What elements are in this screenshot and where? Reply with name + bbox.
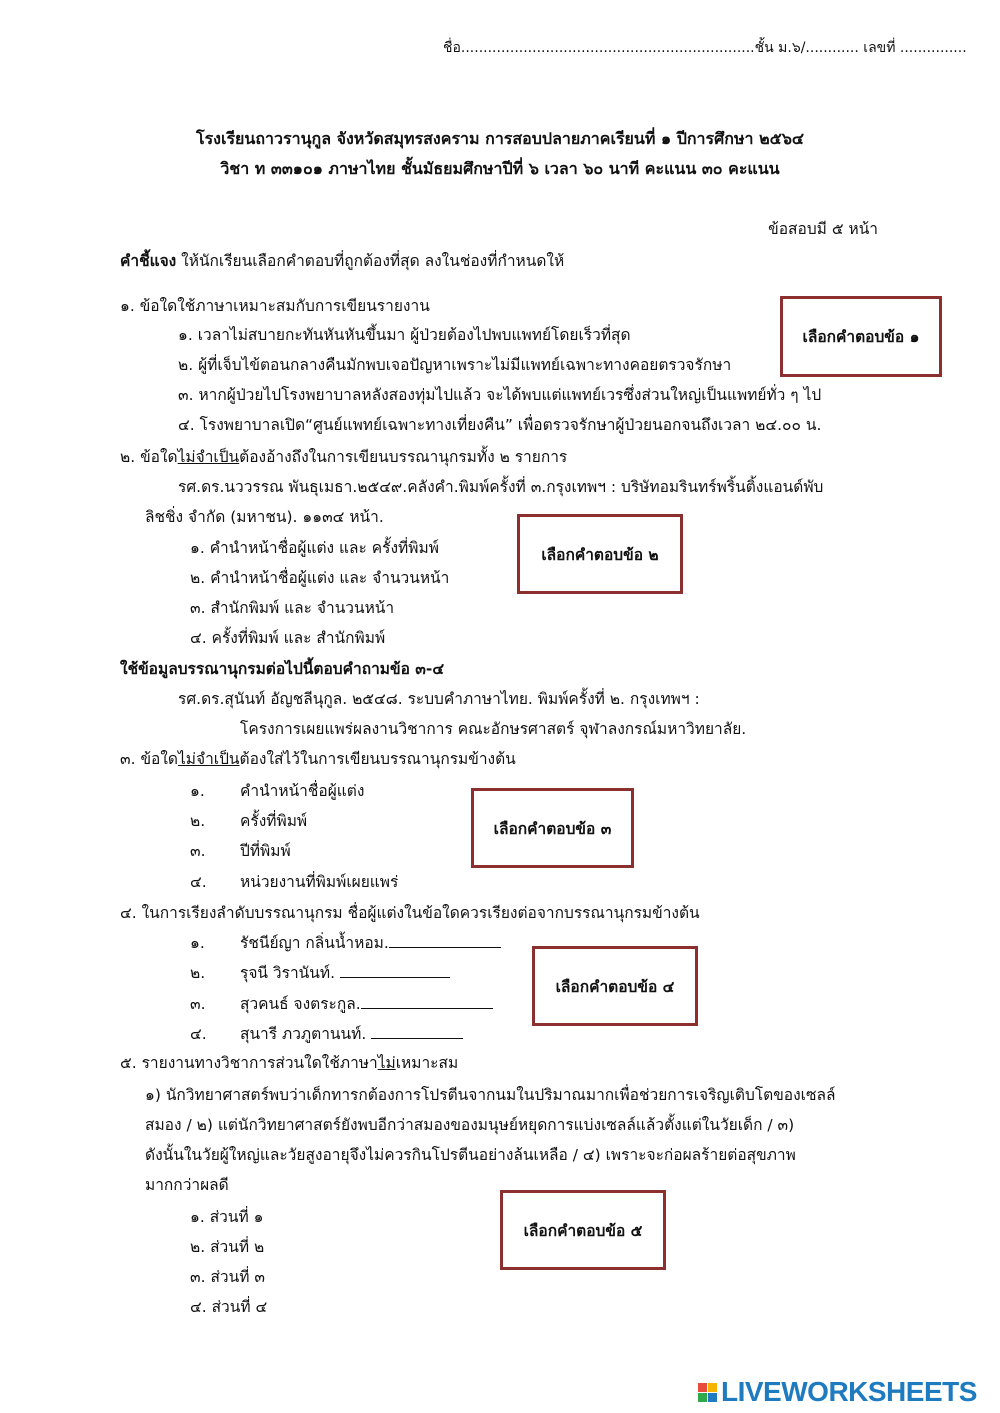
q4-option-4-blank	[371, 1023, 463, 1039]
q5-option-1: ๑. ส่วนที่ ๑	[190, 1208, 264, 1226]
liveworksheets-logo-icon	[698, 1383, 717, 1402]
question-4: ๔. ในการเรียงลำดับบรรณานุกรม ชื่อผู้แต่งในข้อใดควรเรียงต่อจากบรรณานุกรมข้างต้น	[120, 904, 700, 922]
q3-option-3-number: ๓.	[190, 842, 206, 860]
q5-passage-line-1: ๑) นักวิทยาศาสตร์พบว่าเด็กทารกต้องการโปรตีนจากนมในปริมาณมากเพื่อช่วยการเจริญเติบโตของเซลล์	[145, 1086, 836, 1104]
q4-option-3-blank	[361, 993, 493, 1009]
logo-square-red	[698, 1383, 707, 1392]
answer-box-q4[interactable]: เลือกคำตอบข้อ ๔	[532, 946, 698, 1026]
q5-text-pre: ๕. รายงานทางวิชาการส่วนใดใช้ภาษา	[120, 1054, 378, 1072]
question-2	[120, 446, 567, 468]
q5-option-2: ๒. ส่วนที่ ๒	[190, 1238, 265, 1256]
instruction-label: คำชี้แจง	[120, 252, 177, 270]
q3-text-post: ต้องใส่ไว้ในการเขียนบรรณานุกรมข้างต้น	[239, 750, 516, 768]
q4-option-1-number: ๑.	[190, 934, 205, 952]
q5-passage-line-4: มากกว่าผลดี	[145, 1176, 229, 1194]
student-info-line: ชื่อ..................................................................ชั้น ม.๖/............ เลขที่ ...............	[443, 40, 967, 56]
answer-box-q2[interactable]: เลือกคำตอบข้อ ๒	[517, 514, 683, 594]
q3-option-2-number: ๒.	[190, 812, 206, 830]
q3-option-1-text: คำนำหน้าชื่อผู้แต่ง	[240, 782, 365, 800]
q1-option-4: ๔. โรงพยาบาลเปิด“ศูนย์แพทย์เฉพาะทางเที่ยงคืน” เพื่อตรวจรักษาผู้ป่วยนอกจนถึงเวลา ๒๔.๐๐ น.	[178, 416, 822, 434]
question-5	[120, 1052, 458, 1074]
q5-passage-line-2: สมอง / ๒) แต่นักวิทยาศาสตร์ยังพบอีกว่าสมองของมนุษย์หยุดการแบ่งเซลล์แล้วตั้งแต่ในวัยเด็ก / ๓)	[145, 1116, 795, 1134]
liveworksheets-logo-text: LIVEWORKSHEETS	[721, 1376, 977, 1407]
q4-option-1	[240, 932, 501, 954]
q5-passage-line-3: ดังนั้นในวัยผู้ใหญ่และวัยสูงอายุจึงไม่ควรกินโปรตีนอย่างล้นเหลือ / ๔) เพราะจะก่อผลร้ายต่อสุขภาพ	[145, 1146, 796, 1164]
q4-option-4	[240, 1023, 463, 1045]
section-3-4-heading: ใช้ข้อมูลบรรณานุกรมต่อไปนี้ตอบคำถามข้อ ๓-๔	[120, 660, 445, 678]
q3-option-4-number: ๔.	[190, 873, 207, 891]
q1-option-3: ๓. หากผู้ป่วยไปโรงพยาบาลหลังสองทุ่มไปแล้ว จะได้พบแต่แพทย์เวรซึ่งส่วนใหญ่เป็นแพทย์ทั่ว ๆ ไป	[178, 386, 822, 404]
logo-square-green	[698, 1393, 707, 1402]
q4-option-4-text: สุนารี ภวภูตานนท์.	[240, 1025, 372, 1043]
q4-option-4-number: ๔.	[190, 1025, 207, 1043]
q4-option-1-text: รัชนีย์ญา กลิ่นน้ำหอม.	[240, 934, 389, 952]
q4-option-2	[240, 962, 450, 984]
q2-option-4: ๔. ครั้งที่พิมพ์ และ สำนักพิมพ์	[190, 629, 386, 647]
q5-text-underlined: ไม่	[377, 1054, 396, 1072]
liveworksheets-logo	[698, 1377, 977, 1407]
q3-option-2-text: ครั้งที่พิมพ์	[240, 812, 308, 830]
q4-option-3	[240, 993, 493, 1015]
q4-option-2-text: รุจนี วิรานันท์.	[240, 964, 340, 982]
answer-box-q3[interactable]: เลือกคำตอบข้อ ๓	[471, 788, 634, 868]
q4-option-1-blank	[389, 932, 501, 948]
question-1: ๑. ข้อใดใช้ภาษาเหมาะสมกับการเขียนรายงาน	[120, 297, 430, 315]
q2-text-pre: ๒. ข้อใด	[120, 448, 178, 466]
q2-reference-line-2: ลิชชิ่ง จำกัด (มหาชน). ๑๑๓๔ หน้า.	[145, 508, 384, 526]
q1-option-1: ๑. เวลาไม่สบายกะทันหันหันขึ้นมา ผู้ป่วยต้องไปพบแพทย์โดยเร็วที่สุด	[178, 326, 631, 344]
q2-text-post: ต้องอ้างถึงในการเขียนบรรณานุกรมทั้ง ๒ รายการ	[239, 448, 568, 466]
q2-option-3: ๓. สำนักพิมพ์ และ จำนวนหน้า	[190, 599, 395, 617]
q3-option-3-text: ปีที่พิมพ์	[240, 842, 291, 860]
answer-box-q1[interactable]: เลือกคำตอบข้อ ๑	[780, 296, 942, 377]
logo-square-blue	[708, 1393, 717, 1402]
q3-option-1-number: ๑.	[190, 782, 205, 800]
q4-option-3-number: ๓.	[190, 995, 206, 1013]
exam-title-line-2: วิชา ท ๓๓๑๐๑ ภาษาไทย ชั้นมัธยมศึกษาปีที่ ๖ เวลา ๖๐ นาที คะแนน ๓๐ คะแนน	[220, 159, 780, 178]
q2-option-1: ๑. คำนำหน้าชื่อผู้แต่ง และ ครั้งที่พิมพ์	[190, 539, 439, 557]
q1-option-2: ๒. ผู้ที่เจ็บไข้ตอนกลางคืนมักพบเจอปัญหาเพราะไม่มีแพทย์เฉพาะทางคอยตรวจรักษา	[178, 356, 732, 374]
q2-reference-line-1: รศ.ดร.นววรรณ พันธุเมธา.๒๕๔๙.คลังคำ.พิมพ์ครั้งที่ ๓.กรุงเทพฯ : บริษัทอมรินทร์พริ้นติ้งแอนด์พับ	[178, 478, 824, 496]
q3-option-4-text: หน่วยงานที่พิมพ์เผยแพร่	[240, 873, 399, 891]
q4-option-3-text: สุวคนธ์ จงตระกูล.	[240, 995, 361, 1013]
q5-text-post: เหมาะสม	[395, 1054, 459, 1072]
q2-option-2: ๒. คำนำหน้าชื่อผู้แต่ง และ จำนวนหน้า	[190, 569, 450, 587]
q4-option-2-blank	[340, 962, 450, 978]
exam-title-line-1: โรงเรียนถาวรานุกูล จังหวัดสมุทรสงคราม การสอบปลายภาคเรียนที่ ๑ ปีการศึกษา ๒๕๖๔	[195, 129, 804, 148]
section-reference-line-1: รศ.ดร.สุนันท์ อัญชลีนุกูล. ๒๕๔๘. ระบบคำภาษาไทย. พิมพ์ครั้งที่ ๒. กรุงเทพฯ :	[178, 690, 700, 708]
instruction-text: ให้นักเรียนเลือกคำตอบที่ถูกต้องที่สุด ลงในช่องที่กำหนดให้	[176, 252, 565, 270]
section-reference-line-2: โครงการเผยแพร่ผลงานวิชาการ คณะอักษรศาสตร์ จุฬาลงกรณ์มหาวิทยาลัย.	[240, 720, 747, 738]
q3-text-pre: ๓. ข้อใด	[120, 750, 178, 768]
q3-text-underlined: ไม่จำเป็น	[178, 750, 240, 768]
q5-option-3: ๓. ส่วนที่ ๓	[190, 1268, 265, 1286]
q5-option-4: ๔. ส่วนที่ ๔	[190, 1298, 268, 1316]
question-3	[120, 748, 516, 770]
page-count: ข้อสอบมี ๕ หน้า	[768, 220, 878, 238]
q4-option-2-number: ๒.	[190, 964, 206, 982]
logo-square-yellow	[708, 1383, 717, 1392]
q2-text-underlined: ไม่จำเป็น	[177, 448, 240, 466]
answer-box-q5[interactable]: เลือกคำตอบข้อ ๕	[500, 1190, 666, 1270]
instruction	[120, 250, 564, 272]
